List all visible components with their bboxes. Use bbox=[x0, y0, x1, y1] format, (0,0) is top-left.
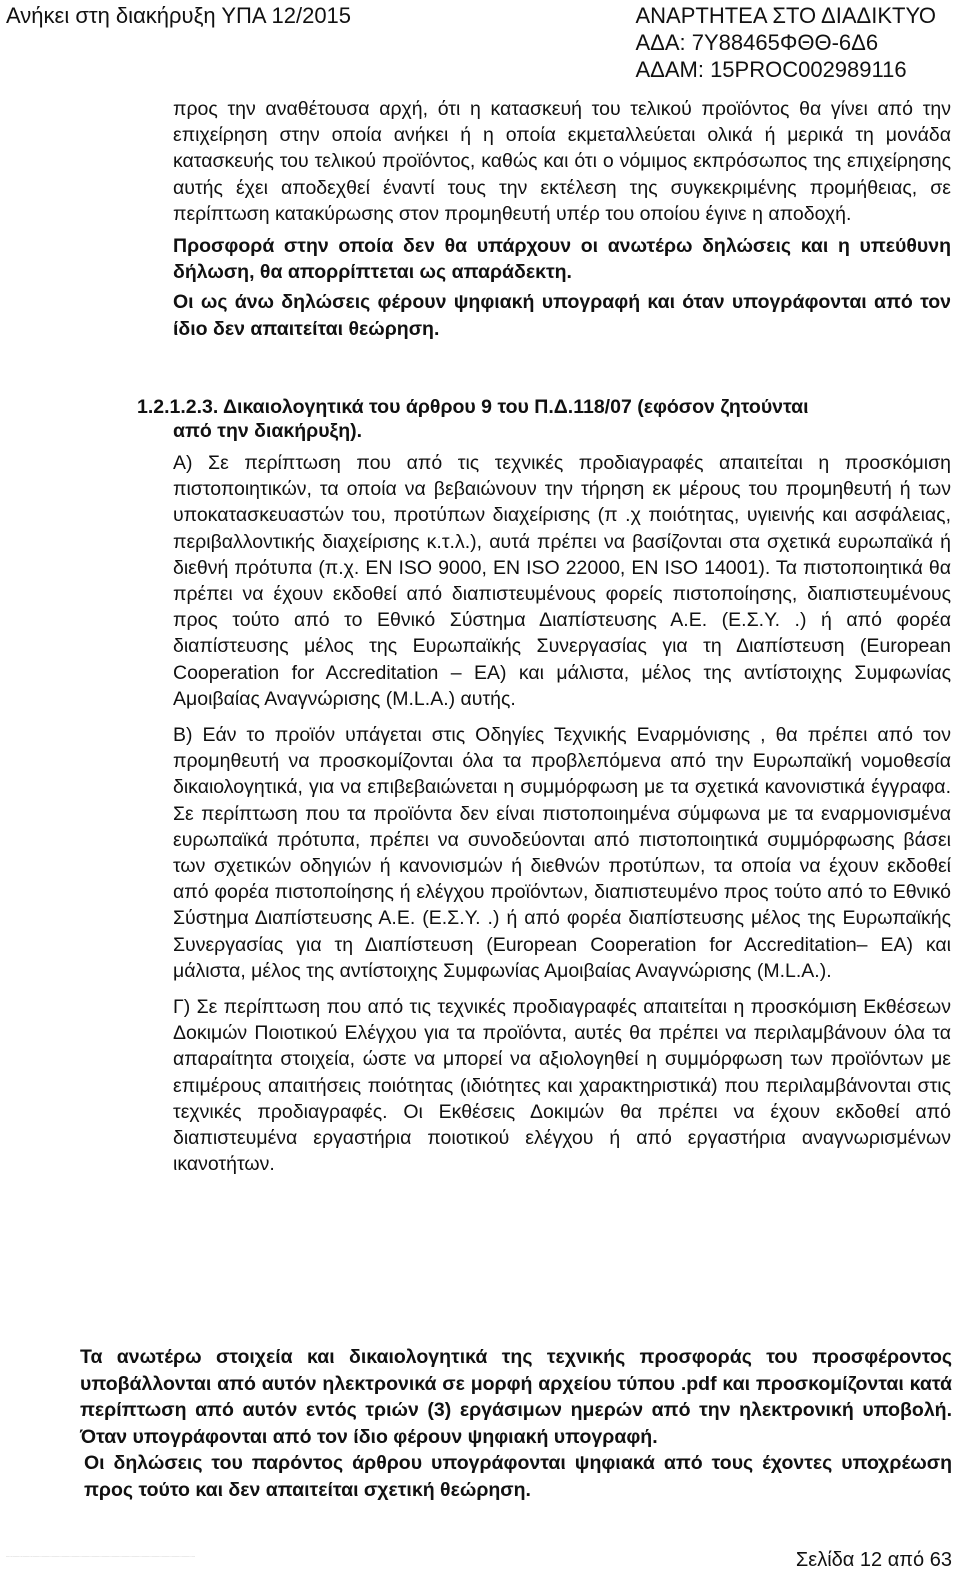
closing-paragraph-2: Οι δηλώσεις του παρόντος άρθρου υπογράφονται ψηφιακά από τους έχοντες υποχρέωση προς τούτο και δεν απαιτείται σχετική θεώρηση. bbox=[84, 1452, 952, 1501]
adam-code: ΑΔΑΜ: 15PROC002989116 bbox=[635, 57, 907, 82]
section-body bbox=[173, 450, 951, 1177]
section-heading bbox=[137, 395, 951, 443]
ada-code: ΑΔΑ: 7Υ88465ΦΘΘ-6Δ6 bbox=[635, 30, 879, 55]
paragraph-c: Γ) Σε περίπτωση που από τις τεχνικές προδιαγραφές απαιτείται η προσκόμιση Εκθέσεων Δοκιμών Ποιοτικού Ελέγχου για τα προϊόντα, αυτές θα πρέπει να περιλαμβάνουν όλα τα απαραίτητα στοιχεία, ώστε να μπορεί να αξιολογηθεί η συμμόρφωση των προϊόντων με επιμέρους απαιτήσεις ποιότητας (ιδιότητες και χαρακτηριστικά) που περιλαμβάνονται στις τεχνικές προδιαγραφές. Οι Εκθέσεις Δοκιμών θα πρέπει να έχουν εκδοθεί από διαπιστευμένα εργαστήρια ποιοτικού ελέγχου ή από εργαστήρια αναγνωρισμένων ικανοτήτων. bbox=[173, 996, 951, 1176]
paragraph-a: Α) Σε περίπτωση που από τις τεχνικές προδιαγραφές απαιτείται η προσκόμιση πιστοποιητικών, τα οποία να βεβαιώνουν την τήρηση εκ μέρους του προμηθευτή ή των υποκατασκευαστών του, προτύπων διαχείρισης (π .χ ποιότητας, υγιεινής και ασφάλειας, περιβαλλοντικής διαχείρισης κ.τ.λ.), αυτά πρέπει να βασίζονται στα σχετικά ευρωπαϊκά ή διεθνή πρότυπα (π.χ. EN ISO 9000, EN ISO 22000, EN ISO 14001). Τα πιστοποιητικά θα πρέπει να έχουν εκδοθεί από διαπιστευμένους φορείς πιστοποίησης, διαπιστευμένους προς τούτο από το Εθνικό Σύστημα Διαπίστευσης Α.Ε. (Ε.Σ.Υ. .) ή από φορέα διαπίστευσης μέλος της Ευρωπαϊκής Συνεργασίας για τη Διαπίστευση (European Cooperation for Accreditation – EA) και μάλιστα, μέλος της αντίστοιχης Συμφωνίας Αμοιβαίας Αναγνώρισης (M.L.A.) αυτής. bbox=[173, 452, 951, 710]
paragraph-b: Β) Εάν το προϊόν υπάγεται στις Οδηγίες Τεχνικής Εναρμόνισης , θα πρέπει από τον προμηθευτή να προσκομίζονται όλα τα προβλεπόμενα από την Ευρωπαϊκή νομοθεσία δικαιολογητικά, για να επιβεβαιώνεται η συμμόρφωση με τα σχετικά κανονιστικά έγγραφα. Σε περίπτωση που τα προϊόντα δεν είναι πιστοποιημένα σύμφωνα με τα εναρμονισμένα ευρωπαϊκά πρότυπα, πρέπει να συνοδεύονται από πιστοποιητικά συμμόρφωσης βάσει των σχετικών οδηγιών ή κανονισμών ή διεθνών προτύπων, τα οποία να έχουν εκδοθεί από φορέα πιστοποίησης ή ελέγχου προϊόντων, διαπιστευμένο προς τούτο από το Εθνικό Σύστημα Διαπίστευσης Α.Ε. (Ε.Σ.Υ. .) ή από φορέα διαπίστευσης μέλος της Ευρωπαϊκής Συνεργασίας για τη Διαπίστευση (European Cooperation for Accreditation– EA) και μάλιστα, μέλος της αντίστοιχης Συμφωνίας Αμοιβαίας Αναγνώρισης (M.L.A.). bbox=[173, 724, 951, 982]
closing-block bbox=[80, 1344, 952, 1503]
page-number: Σελίδα 12 από 63 bbox=[795, 1549, 952, 1571]
intro-paragraph: προς την αναθέτουσα αρχή, ότι η κατασκευή του τελικού προϊόντος θα γίνει από την επιχείρηση στην οποία ανήκει ή η οποία εκμεταλλεύεται ολικά ή μερικά τη μονάδα κατασκευής του τελικού προϊόντος, καθώς και ότι ο νόμιμος εκπρόσωπος της επιχείρησης αυτής έχει αποδεχθεί έναντί τους την εκτέλεση της συγκεκριμένης προμήθειας, σε περίπτωση κατακύρωσης στον προμηθευτή υπέρ του οποίου έγινε η αποδοχή. bbox=[173, 98, 951, 225]
section-heading-line2: από την διακήρυξη). bbox=[173, 420, 363, 442]
rejection-notice: Προσφορά στην οποία δεν θα υπάρχουν οι ανωτέρω δηλώσεις και η υπεύθυνη δήλωση, θα απορρίπτεται ως απαράδεκτη. bbox=[173, 235, 951, 284]
header-left: Ανήκει στη διακήρυξη ΥΠΑ 12/2015 bbox=[6, 3, 352, 28]
header-right bbox=[635, 2, 936, 83]
closing-paragraph-1: Τα ανωτέρω στοιχεία και δικαιολογητικά της τεχνικής προσφοράς του προσφέροντος υποβάλλονται από αυτόν ηλεκτρονικά σε μορφή αρχείου τύπου .pdf και προσκομίζονται κατά περίπτωση από αυτόν εντός τριών (3) εργάσιμων ημερών από την ηλεκτρονική υποβολή. Όταν υπογράφονται από τον ίδιο φέρουν ψηφιακή υπογραφή. bbox=[80, 1346, 952, 1448]
signature-notice: Οι ως άνω δηλώσεις φέρουν ψηφιακή υπογραφή και όταν υπογράφονται από τον ίδιο δεν απαιτείται θεώρηση. bbox=[173, 291, 951, 340]
publication-label: ΑΝΑΡΤΗΤΕΑ ΣΤΟ ΔΙΑΔΙΚΤΥΟ bbox=[635, 3, 936, 28]
scan-stamp: .......................................................................................................................................................................... bbox=[6, 1553, 195, 1558]
intro-block bbox=[173, 96, 951, 342]
section-heading-line1: 1.2.1.2.3. Δικαιολογητικά του άρθρου 9 του Π.Δ.118/07 (εφόσον ζητούνται bbox=[137, 396, 809, 418]
